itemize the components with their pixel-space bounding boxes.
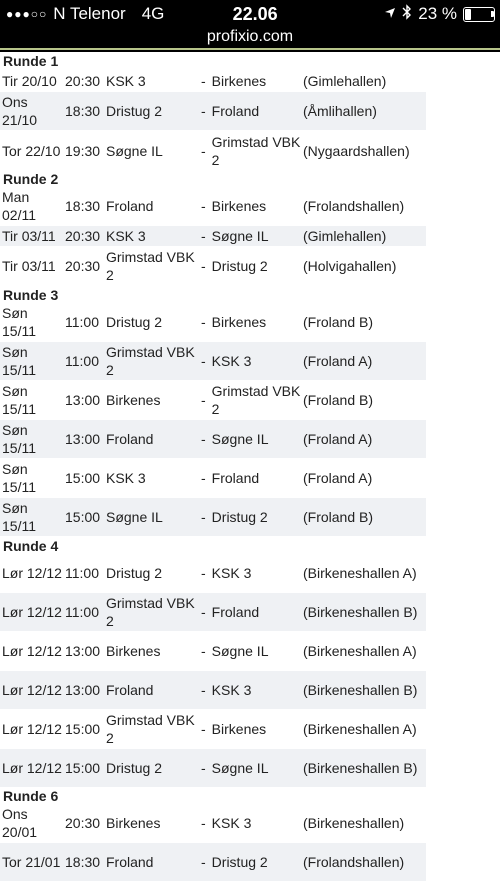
- match-venue: (Frolandshallen): [303, 198, 405, 214]
- match-venue: (Nygaardshallen): [303, 142, 410, 159]
- away-team-name: KSK 3: [211, 815, 252, 831]
- versus-dash: -: [201, 604, 206, 620]
- match-venue: (Frolandshallen): [303, 854, 405, 870]
- match-time: 13:00: [65, 643, 101, 659]
- match-row: [0, 187, 426, 225]
- match-row: [0, 226, 426, 246]
- match-venue: (Birkeneshallen B): [303, 682, 418, 698]
- versus-dash: -: [201, 643, 206, 659]
- match-date: Lør 12/12: [2, 565, 62, 581]
- versus-dash: -: [201, 721, 206, 737]
- away-team: [201, 843, 301, 881]
- match-date: Søn 15/11: [2, 500, 36, 534]
- away-team-name: Dristug 2: [211, 854, 268, 870]
- away-team-name: Søgne IL: [211, 760, 269, 776]
- versus-dash: -: [201, 103, 206, 119]
- home-team: Dristug 2: [106, 314, 163, 330]
- away-team-name: Dristug 2: [211, 509, 268, 525]
- battery-level: [465, 9, 471, 20]
- match-time: 15:00: [65, 509, 101, 525]
- away-team-name: Birkenes: [211, 198, 267, 214]
- home-team: Birkenes: [106, 815, 161, 831]
- match-date: Tir 20/10: [2, 73, 57, 89]
- clock: 22.06: [232, 3, 278, 24]
- away-team: [201, 554, 301, 592]
- match-venue: (Froland B): [303, 392, 374, 408]
- versus-dash: -: [201, 431, 206, 447]
- match-time: 11:00: [65, 353, 99, 369]
- versus-dash: -: [201, 760, 206, 776]
- away-team: [201, 420, 301, 458]
- away-team: [201, 632, 301, 670]
- round-header: Runde 1: [3, 53, 59, 69]
- match-time: 11:00: [65, 314, 99, 330]
- match-venue: (Birkeneshallen B): [303, 604, 418, 620]
- match-date: Søn 15/11: [2, 344, 36, 378]
- home-team: Birkenes: [106, 392, 161, 408]
- match-row: [0, 459, 426, 497]
- page-load-bar: [0, 48, 500, 50]
- address-bar[interactable]: [0, 28, 500, 48]
- match-time: 11:00: [65, 565, 99, 581]
- carrier-name: N Telenor: [53, 4, 126, 23]
- match-row: [0, 342, 426, 380]
- away-team: [201, 226, 301, 246]
- location-arrow-icon: [384, 4, 396, 24]
- match-row: [0, 710, 426, 748]
- away-team-name: Søgne IL: [211, 228, 269, 244]
- away-team: [201, 247, 301, 285]
- match-date: Tor 22/10: [2, 142, 61, 159]
- match-date: Søn 15/11: [2, 422, 36, 456]
- away-team: [201, 498, 301, 536]
- away-team: [201, 710, 301, 748]
- match-time: 20:30: [65, 258, 101, 274]
- match-venue: (Gimlehallen): [303, 228, 387, 244]
- bluetooth-icon: [402, 4, 412, 25]
- home-team: Dristug 2: [106, 565, 163, 581]
- status-bar: [0, 0, 500, 52]
- match-date: Tor 21/01: [2, 854, 61, 870]
- away-team: [201, 342, 301, 380]
- match-venue: (Åmlihallen): [303, 103, 377, 119]
- match-time: 20:30: [65, 815, 101, 831]
- match-date: Lør 12/12: [2, 682, 62, 698]
- round-header: Runde 3: [3, 287, 59, 303]
- url-text: profixio.com: [206, 28, 294, 45]
- away-team: [201, 459, 301, 497]
- match-time: 15:00: [65, 721, 101, 737]
- match-date: Ons 21/10: [2, 94, 38, 128]
- match-time: 18:30: [65, 854, 101, 870]
- away-team-name: KSK 3: [211, 565, 252, 581]
- away-team: [201, 749, 301, 787]
- away-team: [201, 70, 301, 92]
- home-team: Grimstad VBK 2: [106, 344, 195, 378]
- round-header: Runde 4: [3, 538, 59, 554]
- home-team: KSK 3: [106, 73, 146, 89]
- home-team: Birkenes: [106, 643, 161, 659]
- match-venue: (Birkeneshallen B): [303, 760, 418, 776]
- versus-dash: -: [201, 258, 206, 274]
- match-date: Lør 12/12: [2, 604, 62, 620]
- match-row: [0, 92, 426, 130]
- match-time: 18:30: [65, 103, 101, 119]
- versus-dash: -: [201, 198, 206, 214]
- match-date: Lør 12/12: [2, 721, 62, 737]
- match-row: [0, 554, 426, 592]
- home-team: KSK 3: [106, 470, 146, 486]
- match-row: [0, 632, 426, 670]
- match-date: Lør 12/12: [2, 643, 62, 659]
- match-venue: (Birkeneshallen A): [303, 721, 417, 737]
- match-venue: (Birkeneshallen A): [303, 643, 417, 659]
- round-header: Runde 2: [3, 171, 59, 187]
- match-row: [0, 671, 426, 709]
- away-team: [201, 92, 301, 130]
- home-team: Froland: [106, 198, 154, 214]
- match-venue: (Holvigahallen): [303, 258, 397, 274]
- match-time: 20:30: [65, 228, 101, 244]
- match-date: Tir 03/11: [2, 228, 56, 244]
- away-team: [201, 381, 301, 419]
- network-type: 4G: [141, 4, 165, 23]
- match-date: Søn 15/11: [2, 461, 36, 495]
- versus-dash: -: [201, 314, 206, 330]
- away-team-name: Froland: [211, 470, 260, 486]
- away-team-name: KSK 3: [211, 682, 252, 698]
- versus-dash: -: [201, 815, 206, 831]
- match-venue: (Birkeneshallen A): [303, 565, 417, 581]
- home-team: Dristug 2: [106, 103, 163, 119]
- versus-dash: -: [201, 73, 206, 89]
- match-row: [0, 131, 426, 170]
- home-team: Søgne IL: [106, 142, 163, 159]
- match-row: [0, 498, 426, 536]
- versus-dash: -: [201, 228, 206, 244]
- away-team-name: Froland: [211, 103, 260, 119]
- match-row: [0, 804, 426, 842]
- battery-icon: [463, 7, 494, 22]
- match-time: 20:30: [65, 73, 101, 89]
- away-team: [201, 303, 301, 341]
- match-venue: (Froland A): [303, 353, 373, 369]
- battery-percent: 23 %: [418, 4, 457, 23]
- home-team: Grimstad VBK 2: [106, 249, 195, 283]
- versus-dash: -: [201, 509, 206, 525]
- match-venue: (Gimlehallen): [303, 73, 387, 89]
- home-team: Søgne IL: [106, 509, 163, 525]
- versus-dash: -: [201, 565, 206, 581]
- match-venue: (Froland B): [303, 314, 374, 330]
- match-date: Søn 15/11: [2, 305, 36, 339]
- match-row: [0, 303, 426, 341]
- home-team: KSK 3: [106, 228, 146, 244]
- versus-dash: -: [201, 392, 206, 408]
- home-team: Froland: [106, 854, 154, 870]
- match-date: Man 02/11: [2, 189, 36, 223]
- versus-dash: -: [201, 682, 206, 698]
- away-team: [201, 671, 301, 709]
- away-team: [201, 187, 301, 225]
- signal-strength-icon: ●●●○○: [6, 7, 48, 21]
- match-time: 13:00: [65, 392, 101, 408]
- away-team-name: Grimstad VBK 2: [211, 383, 301, 417]
- match-row: [0, 70, 426, 92]
- away-team-name: KSK 3: [211, 353, 252, 369]
- versus-dash: -: [201, 353, 206, 369]
- match-row: [0, 843, 426, 881]
- match-time: 13:00: [65, 682, 101, 698]
- home-team: Dristug 2: [106, 760, 163, 776]
- match-date: Lør 12/12: [2, 760, 62, 776]
- home-team: Froland: [106, 431, 154, 447]
- round-header: Runde 6: [3, 788, 59, 804]
- match-time: 11:00: [65, 604, 99, 620]
- match-row: [0, 593, 426, 631]
- match-time: 15:00: [65, 470, 101, 486]
- home-team: Grimstad VBK 2: [106, 595, 195, 629]
- match-row: [0, 749, 426, 787]
- away-team-name: Søgne IL: [211, 643, 269, 659]
- match-row: [0, 247, 426, 285]
- match-date: Søn 15/11: [2, 383, 36, 417]
- match-time: 15:00: [65, 760, 101, 776]
- match-time: 13:00: [65, 431, 101, 447]
- match-venue: (Froland B): [303, 509, 374, 525]
- match-venue: (Froland A): [303, 431, 373, 447]
- away-team: [201, 593, 301, 631]
- away-team-name: Birkenes: [211, 73, 267, 89]
- away-team-name: Birkenes: [211, 314, 267, 330]
- versus-dash: -: [201, 854, 206, 870]
- away-team: [201, 131, 301, 170]
- away-team-name: Dristug 2: [211, 258, 268, 274]
- match-date: Tir 03/11: [2, 258, 56, 274]
- versus-dash: -: [201, 142, 206, 159]
- home-team: Froland: [106, 682, 154, 698]
- match-row: [0, 381, 426, 419]
- away-team: [201, 804, 301, 842]
- versus-dash: -: [201, 470, 206, 486]
- match-venue: (Froland A): [303, 470, 373, 486]
- away-team-name: Froland: [211, 604, 260, 620]
- match-row: [0, 420, 426, 458]
- away-team-name: Birkenes: [211, 721, 267, 737]
- match-venue: (Birkeneshallen): [303, 815, 405, 831]
- away-team-name: Søgne IL: [211, 431, 269, 447]
- home-team: Grimstad VBK 2: [106, 712, 195, 746]
- match-time: 19:30: [65, 142, 101, 159]
- match-date: Ons 20/01: [2, 806, 38, 840]
- match-time: 18:30: [65, 198, 101, 214]
- away-team-name: Grimstad VBK 2: [211, 133, 301, 168]
